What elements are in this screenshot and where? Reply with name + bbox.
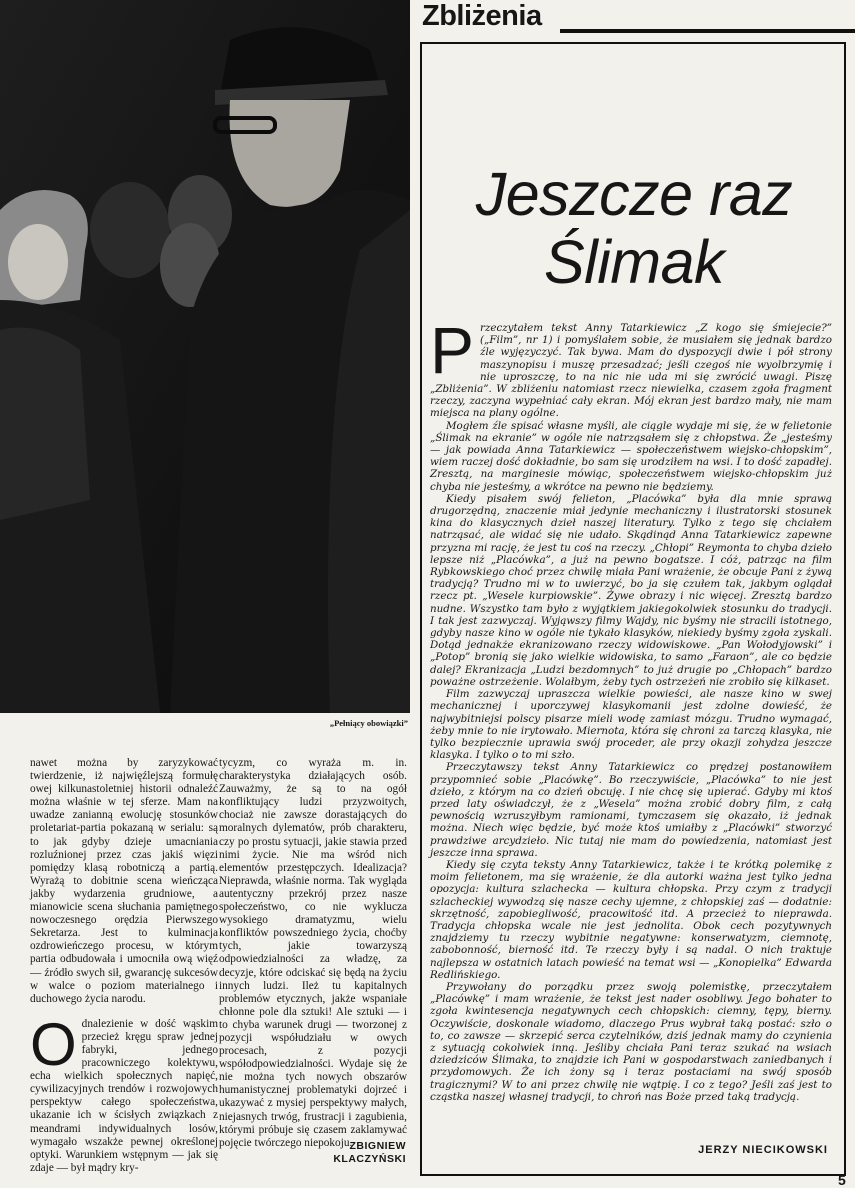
signature-niecikowski: JERZY NIECIKOWSKI [698, 1144, 828, 1156]
left-column-2 [219, 757, 407, 1150]
left-col1-paragraph-2-text: dnalezienie w dość wąskim przecież kręgu spraw jednej fabryki, jednego pracowniczego kolektywu, echa wielkich społecznych napięć, cywilizacyjnych trendów i rozwojowych perspektyw całego społeczeństwa, ukazanie ich w ścisłych związkach z meandrami indywidualnych losów, wymagało wszakże pewnej określonej optyki. Warunkiem wstępnym — jak się zdaje — był mądry kry- [30, 1017, 218, 1174]
article-body [430, 313, 832, 1103]
article-headline [428, 160, 840, 296]
left-col1-paragraph-1: nawet można by zaryzykować twierdzenie, iż najwięźlejszą formułę owej kilkunastoletniej historii odnaleźć można właśnie w tej sferze. Mam na uwadze zanianną ewolucję stosunków proletariat-partia pokazaną w serialu: są to jak gdyby dzieje umacniania rozluźnionej przez czas jakiś więzi pomiędzy klasą robotniczą a partią. Wyrażą to dobitnie scena wieńcząca jakby wydarzenia grudniowe, a mianowicie scena słuchania pamiętnego nowoczesnego orędzia Pierwszego Sekretarza. Jest to kulminacja ozdrowieńczego procesu, w którym partia odbudowała i umocniła ową więź — źródło swych sił, gwarancję sukcesów w walce o poziom materialnego i duchowego życia narodu. [30, 757, 218, 1005]
photo-illustration [0, 0, 410, 713]
header-rule [560, 29, 855, 33]
headline-line-2: Ślimak [543, 228, 725, 296]
photo-caption: „Pełniący obowiązki” [329, 718, 408, 728]
dropcap-o: O [30, 1010, 77, 1078]
article-paragraph-1 [430, 313, 832, 420]
article-paragraph-4: Film zazwyczaj upraszcza wielkie powieści, ale nasze kino w swej mechanicznej i uporczywej klasykomanii jest zdolne dowieść, że najwybitniejsi polscy pisarze mieli wodę zamiast mózgu. Trudno wymagać, żeby mnie to nie irytowało. Miernota, która się chroni za tarczą klasyka, nie tylko bezpiecznie uprawia swój proceder, ale przy okazji zohydza jeszcze klasyka. I tylko o to mi szło. [430, 688, 832, 762]
left-column-1 [30, 757, 218, 1175]
article-paragraph-7: Przywołany do porządku przez swoją polemistkę, przeczytałem „Placówkę” i mam wrażenie, że tekst jest nader osobliwy. Jego bohater to zgoła kwintesencja negatywnych cech chłopskich: ciemny, tępy, bierny. Oczywiście, doskonale wiadomo, dlaczego Prus wybrał taką postać: szło o to, co zawsze — skrzepić serca czytelników, dziś jednak mamy do czynienia z sytuacją cokolwiek inną. Jeśliby chciała Pani teraz szukać na wsiach dziedziców Ślimaka, to znajdzie ich Pani w gospodarstwach zaniedbanych i przydomowych. Że ich żony są i teraz postaciami na swój sposób tragicznymi? W to ani przez chwilę nie wątpię. I co z tego? Jeśli zaś jest to cząstka naszej własnej tradycji, to chroń nas Boże przed taką tradycją. [430, 980, 832, 1103]
left-col2-paragraph-1: tycyzm, co wyraża m. in. charakterystyka działających osób. Zauważmy, że są to na ogół konfliktujący ludzi przyzwoitych, chociaż nie zawsze dorastających do moralnych dylematów, prób charakteru, czy po prostu sytuacji, jakie stawia przed nimi życie. Nie ma wśród nich elementów przestępczych. Idealizacja? Nieprawda, właśnie norma. Tak wygląda autentyczny przekrój przez nasze społeczeństwo, co nie wyklucza wysokiego dramatyzmu, wielu konfliktów powszedniego życia, choćby tych, jakie towarzyszą odpowiedzialności za władzę, za decyzje, które odciskać się będą na życiu innych ludzi. Ileż tu kapitalnych problemów etycznych, jakże wspaniałe chłonne pole dla sztuki! Ale sztuki — i to chyba warunek drugi — tworzonej z pozycji współudziału w owych procesach, z pozycji współodpowiedzialności. Wydaje się że nie można tych nowych obszarów humanistycznej problematyki dojrzeć i ukazywać z mysiej perspektywy małych, niejasnych trwóg, frustracji i zagubienia, którymi próbuje się czasem zaklamywać pojęcie twórczego niepokoju. [219, 757, 407, 1149]
photo-pelniacy-obowiazki [0, 0, 410, 713]
page-number: 5 [838, 1172, 846, 1188]
article-paragraph-3: Kiedy pisałem swój felieton, „Placówka” była dla mnie sprawą drugorzędną, znaczenie miał jedynie mechaniczny i ilustratorski stosunek kina do klasycznych dzieł naszej literatury. Tylko z tego się chciałem natrząsać, ale widać się nie udało. Skądinąd Anna Tatarkiewicz zapewne przyzna mi rację, że jest tu coś na rzeczy. „Chłopi” Reymonta to chyba dzieło lepsze niż „Placówka”, a już na pewno bogatsze. I cóż, patrząc na film Rybkowskiego choć przez chwilę miała Pani wrażenie, że obcuje Pani z żywą tradycją? Trudno mi w to uwierzyć, bo ja się czułem tak, jakbym oglądał rzecz pt. „Wesele kurpiowskie”. Żywe obrazy i nic więcej. Zresztą bardzo nudne. Wszystko tam było z wyjątkiem jakiegokolwiek stosunku do tradycji. I tak jest zazwyczaj. Wyjąwszy filmy Wajdy, nic byśmy nie stracili istotnego, gdyby nasze kino w ogóle nie tykało klasyków, niekiedy byśmy zgoła zyskali. Dotąd jednakże ekranizowano rzeczy widowiskowe. „Pan Wołodyjowski” i „Potop” bronią się jako wielkie widowiska, to samo „Faraon”, ale co będzie dalej? Ekranizacja „Ludzi bezdomnych” to już drugie po „Chłopach” bardzo poważne ostrzeżenie. Wolałbym, żeby tych ostrzeżeń nie zrobiło się kilkaset. [430, 492, 832, 688]
article-paragraph-5: Przeczytawszy tekst Anny Tatarkiewicz co prędzej postanowiłem przypomnieć sobie „Placówkę”. Bo rzeczywiście, „Placówka” to nie jest dzieło, z którym na co dzień obcuję. I nie chcę się upierać. Gdyby mi ktoś przed laty oświadczył, że z „Wesela” można zrobić dobry film, z całą pewnością wzruszyłbym ramionami, tymczasem się okazało, iż jednak można. Niech więc będzie, być może ktoś umiałby z „Placówki” stworzyć prawdziwe arcydzieło. Nic tutaj nie mam do powiedzenia, natomiast jest jeszcze inna sprawa. [430, 761, 832, 859]
article-paragraph-1-text: rzeczytałem tekst Anny Tatarkiewicz „Z kogo się śmiejecie?” („Film”, nr 1) i pomyślałem sobie, że musiałem się jednak bardzo źle wyjęzyczyć. Tak bywa. Mam do dyspozycji dwie i pół strony maszynopisu i muszę przesadzać; jeśli czegoś nie wyolbrzymię i nie uproszczę, to na nic nie uda mi się zwrócić uwagi. Piszę „Zbliżenia”. W zbliżeniu natomiast rzecz niewielka, czasem zgoła fragment rzeczy, zaczyna wypełniać cały ekran. Mój ekran jest bardzo mały, nie mam miejsca na plany ogólne. [430, 322, 832, 420]
article-paragraph-6: Kiedy się czyta teksty Anny Tatarkiewicz, także i te krótką polemikę z moim felietonem, ma się wrażenie, że dla autorki ważna jest tylko jedna opozycja: kultura szlachecka — kultura chłopska. Przy czym z tradycji szlacheckiej wywodzą się nasze cechy ujemne, z chłopskiej zaś — dodatnie: skrzętność, zapobiegliwość, pracowitość itd. A przecież to nieprawda. Tradycja chłopska wcale nie jest jednolita. Obok cech pozytywnych znajdziemy tu rzeczy wybitnie negatywne: konserwatyzm, ciemnotę, zabobonność, bierność itd. Te rzeczy były i są nadal. O nich traktuje najlepsza w ostatnich latach powieść na temat wsi — „Konopielka” Edwarda Redlińskiego. [430, 858, 832, 981]
section-title: Zbliżenia [422, 0, 542, 32]
left-col1-paragraph-2 [30, 1010, 218, 1175]
headline-line-1: Jeszcze raz [475, 160, 793, 228]
signature-klaczynski [228, 1140, 406, 1166]
signature-last-name: KLACZYŃSKI [333, 1153, 406, 1165]
dropcap-p: P [430, 313, 475, 387]
article-paragraph-2: Mogłem źle spisać własne myśli, ale ciągle wydaje mi się, że w felietonie „Ślimak na ekranie” w ogóle nie natrząsałem się z chłopstwa. Że „jesteśmy — jak powiada Anna Tatarkiewicz — społeczeństwem wiejsko-chłopskim”, wiem raczej dość dokładnie, bo sam się urodziłem na wsi. I to dość zapadłej. Zresztą, na marginesie mówiąc, społeczeństwem wiejsko-chłopskim już chyba nie jesteśmy, a wkrótce na pewno nie będziemy. [430, 419, 832, 493]
signature-first-name: ZBIGNIEW [349, 1140, 406, 1152]
